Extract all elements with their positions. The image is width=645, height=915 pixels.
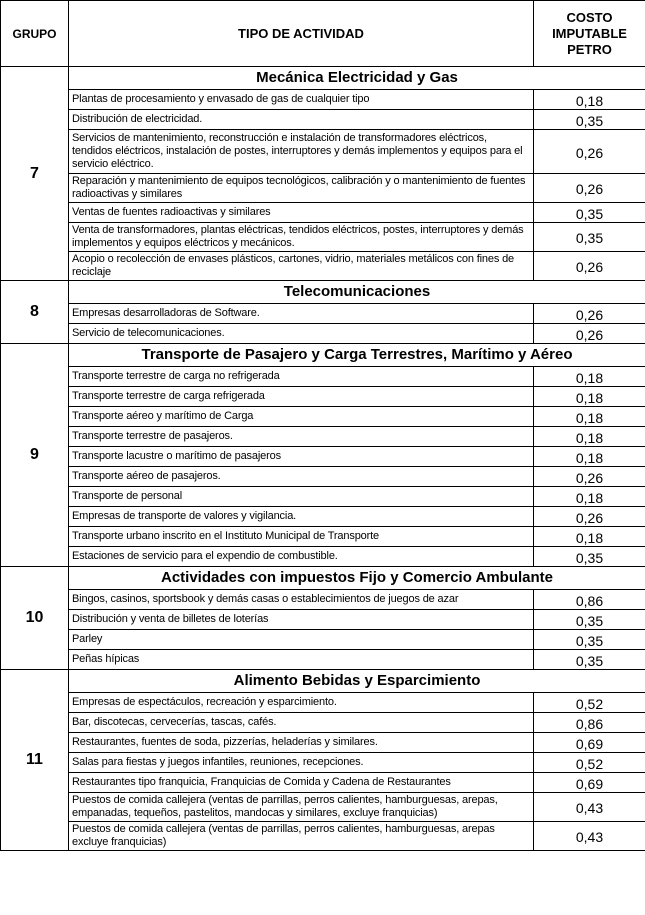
activity-cell: Distribución y venta de billetes de loterías [69,610,534,630]
header-costo-line: PETRO [567,41,612,57]
activity-cell: Ventas de fuentes radioactivas y similares [69,203,534,223]
activity-cell: Transporte terrestre de pasajeros. [69,427,534,447]
table-row [1,487,645,507]
activity-cell: Bingos, casinos, sportsbook y demás casas o establecimientos de juegos de azar [69,590,534,610]
cost-cell: 0,26 [534,467,645,487]
section-row [1,344,645,367]
table-row [1,693,645,713]
table-row [1,324,645,344]
cost-cell: 0,18 [534,90,645,110]
cost-cell: 0,35 [534,610,645,630]
activity-cell: Transporte terrestre de carga refrigerada [69,387,534,407]
activity-cell: Restaurantes tipo franquicia, Franquicias de Comida y Cadena de Restaurantes [69,773,534,793]
activity-cell: Empresas desarrolladoras de Software. [69,304,534,324]
table-row [1,650,645,670]
activity-cell: Venta de transformadores, plantas eléctricas, tendidos eléctricos, postes, interruptores y demás implementos y equipos eléctricos y mecánicos. [69,223,534,252]
table-row [1,367,645,387]
activity-cell: Estaciones de servicio para el expendio de combustible. [69,547,534,567]
activity-cell: Salas para fiestas y juegos infantiles, reuniones, recepciones. [69,753,534,773]
cost-cell: 0,35 [534,223,645,252]
cost-cell: 0,26 [534,174,645,203]
activity-cell: Transporte lacustre o marítimo de pasajeros [69,447,534,467]
section-row [1,67,645,90]
activity-cell: Transporte urbano inscrito en el Instituto Municipal de Transporte [69,527,534,547]
cost-cell: 0,35 [534,547,645,567]
section-row [1,281,645,304]
activity-cell: Puestos de comida callejera (ventas de parrillas, perros calientes, hamburguesas, arepas, empanadas, tequeños, pastelitos, mandocas y similares, excluye franquicias) [69,793,534,822]
cost-cell: 0,18 [534,427,645,447]
cost-cell: 0,18 [534,447,645,467]
table-row [1,304,645,324]
cost-cell: 0,26 [534,304,645,324]
table-row [1,130,645,174]
header-row [1,1,645,67]
header-tipo-actividad: TIPO DE ACTIVIDAD [69,1,534,67]
table-row [1,407,645,427]
section-title: Alimento Bebidas y Esparcimiento [69,670,645,693]
table-row [1,507,645,527]
section-title: Transporte de Pasajero y Carga Terrestres, Marítimo y Aéreo [69,344,645,367]
cost-cell: 0,18 [534,367,645,387]
cost-cell: 0,18 [534,527,645,547]
cost-cell: 0,35 [534,650,645,670]
activity-cell: Distribución de electricidad. [69,110,534,130]
activity-cell: Transporte de personal [69,487,534,507]
table-row [1,773,645,793]
group-number: 8 [1,281,69,344]
activity-cell: Transporte terrestre de carga no refrigerada [69,367,534,387]
table-row [1,387,645,407]
cost-cell: 0,43 [534,793,645,822]
cost-cell: 0,86 [534,590,645,610]
activity-cell: Plantas de procesamiento y envasado de gas de cualquier tipo [69,90,534,110]
table-row [1,630,645,650]
table-row [1,427,645,447]
cost-cell: 0,18 [534,487,645,507]
table-row [1,90,645,110]
group-number: 7 [1,67,69,281]
activity-cell: Servicio de telecomunicaciones. [69,324,534,344]
table-row [1,527,645,547]
activity-cell: Peñas hípicas [69,650,534,670]
activity-cell: Transporte aéreo y marítimo de Carga [69,407,534,427]
table-row [1,447,645,467]
header-costo-line: IMPUTABLE [552,25,627,41]
activity-cell: Puestos de comida callejera (ventas de parrillas, perros calientes, hamburguesas, arepas excluye franquicias) [69,822,534,851]
activity-cell: Acopio o recolección de envases plásticos, cartones, vidrio, materiales metálicos con fines de reciclaje [69,252,534,281]
table-row [1,203,645,223]
group-number: 11 [1,670,69,851]
header-costo-line: COSTO [566,9,613,25]
cost-cell: 0,69 [534,733,645,753]
cost-cell: 0,35 [534,203,645,223]
table-row [1,610,645,630]
activity-cell: Bar, discotecas, cervecerías, tascas, cafés. [69,713,534,733]
table-row [1,252,645,281]
table-row [1,547,645,567]
group-number: 10 [1,567,69,670]
activity-cell: Parley [69,630,534,650]
cost-cell: 0,35 [534,110,645,130]
table-row [1,822,645,851]
section-title: Telecomunicaciones [69,281,645,304]
table-row [1,110,645,130]
cost-cell: 0,26 [534,130,645,174]
activity-cell: Empresas de transporte de valores y vigilancia. [69,507,534,527]
cost-cell: 0,43 [534,822,645,851]
activity-cell: Servicios de mantenimiento, reconstrucción e instalación de transformadores eléctricos, tendidos eléctricos, instalación de postes, interruptores y demás implementos y equipos para el servicio eléctrico. [69,130,534,174]
cost-cell: 0,26 [534,252,645,281]
section-row [1,670,645,693]
cost-cell: 0,26 [534,324,645,344]
cost-cell: 0,52 [534,693,645,713]
activity-cell: Transporte aéreo de pasajeros. [69,467,534,487]
section-title: Actividades con impuestos Fijo y Comercio Ambulante [69,567,645,590]
table-row [1,713,645,733]
activity-cell: Reparación y mantenimiento de equipos tecnológicos, calibración y o mantenimiento de fuentes radioactivas y similares [69,174,534,203]
table-row [1,753,645,773]
table-row [1,793,645,822]
table-row [1,223,645,252]
cost-cell: 0,35 [534,630,645,650]
header-costo-imputable-petro [534,1,645,67]
section-title: Mecánica Electricidad y Gas [69,67,645,90]
cost-cell: 0,26 [534,507,645,527]
cost-cell: 0,18 [534,407,645,427]
group-number: 9 [1,344,69,567]
table-row [1,590,645,610]
section-row [1,567,645,590]
activity-cell: Restaurantes, fuentes de soda, pizzerías, heladerías y similares. [69,733,534,753]
table-body [1,67,645,851]
cost-cell: 0,69 [534,773,645,793]
cost-cell: 0,18 [534,387,645,407]
table-row [1,733,645,753]
table-row [1,174,645,203]
cost-cell: 0,52 [534,753,645,773]
header-grupo: GRUPO [1,1,69,67]
activity-cell: Empresas de espectáculos, recreación y esparcimiento. [69,693,534,713]
table-row [1,467,645,487]
cost-cell: 0,86 [534,713,645,733]
